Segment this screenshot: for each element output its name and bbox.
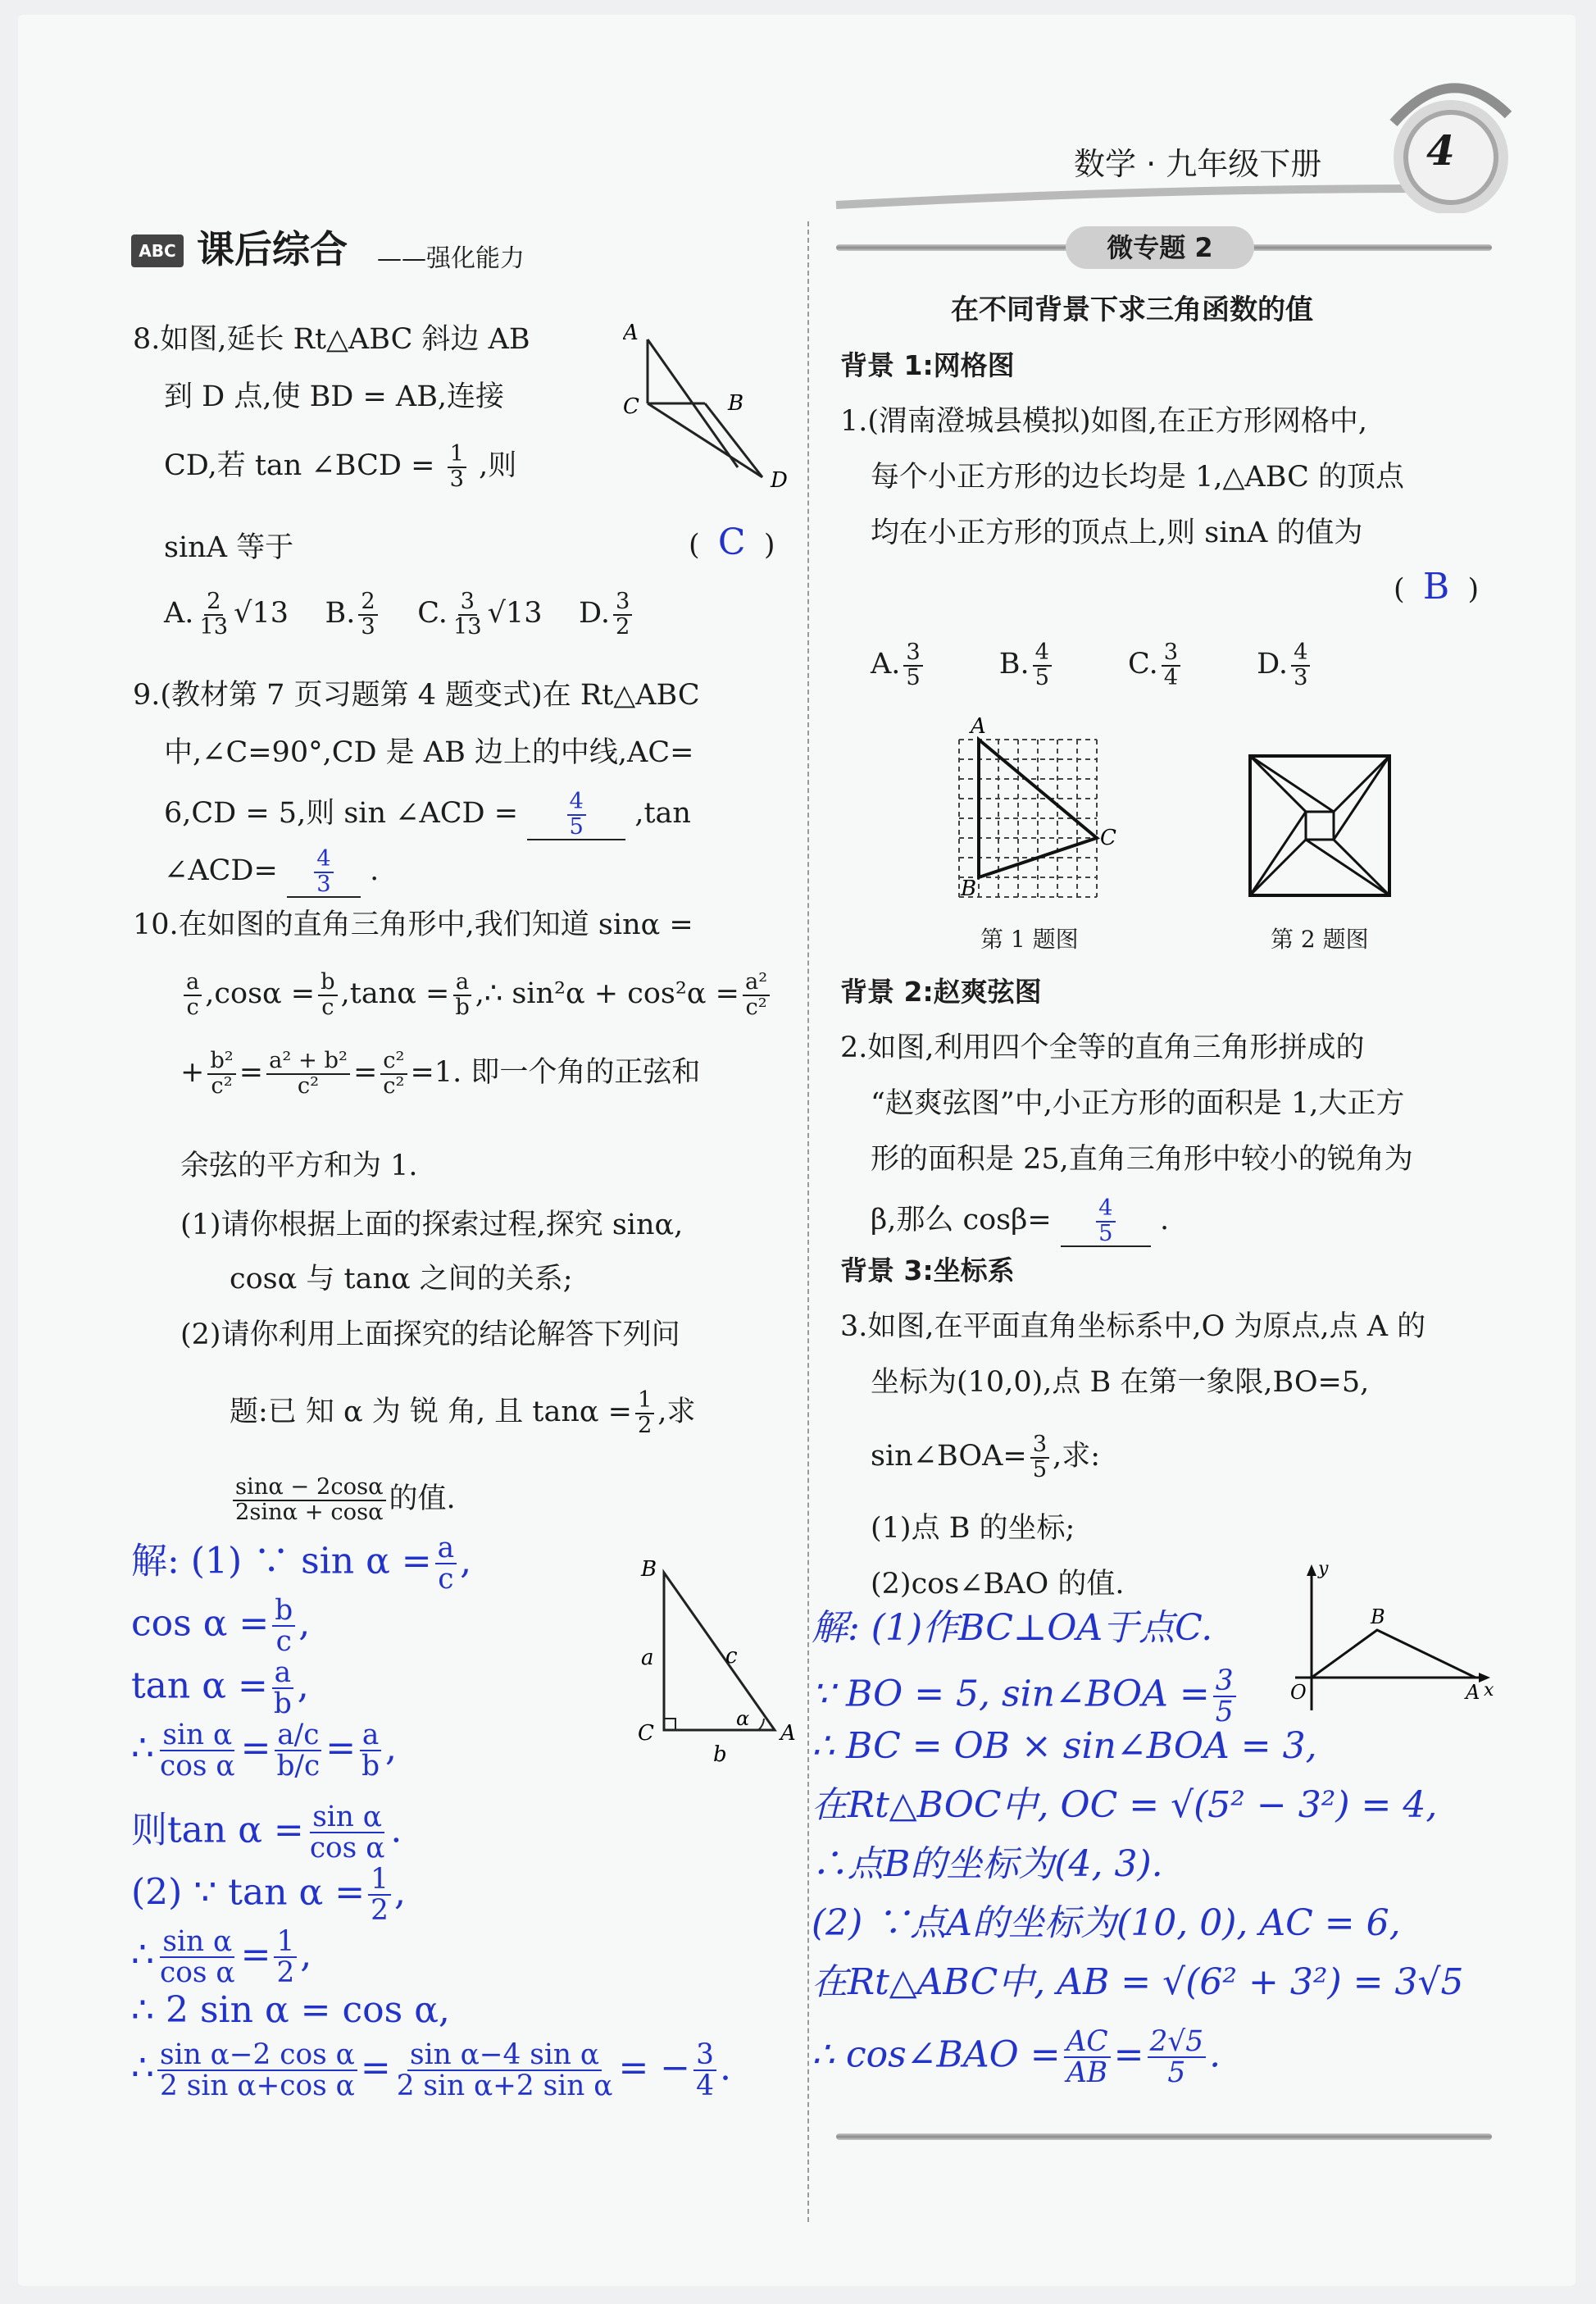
frac-num: sin α	[310, 1802, 384, 1833]
frac-den: cos α	[309, 1832, 385, 1865]
q8-opt-d	[579, 589, 635, 640]
text: .	[390, 1809, 402, 1851]
frac	[318, 971, 337, 1019]
fig-label-c: C	[623, 394, 639, 419]
q9-line2: 中,∠C=90°,CD 是 AB 边上的中线,AC=	[164, 736, 694, 769]
frac-den: 2sinα + cosα	[235, 1499, 384, 1525]
frac-num: 1	[368, 1865, 391, 1896]
q10-line3	[180, 1050, 700, 1098]
opt-label: D.	[1257, 648, 1289, 681]
frac-num: 4	[314, 848, 333, 873]
fig2-caption: 第 2 题图	[1271, 926, 1369, 953]
text: ,	[300, 1933, 312, 1976]
sol-line: ∴ BC = OB × sin∠BOA = 3,	[812, 1725, 1317, 1767]
frac	[635, 1389, 654, 1437]
text: 的值.	[389, 1482, 456, 1516]
right-solution	[812, 1607, 1516, 2092]
frac	[274, 1927, 297, 1988]
frac-den: c	[275, 1625, 292, 1659]
rq3-part2: (2)cos∠BAO 的值.	[871, 1568, 1125, 1601]
frac-num: a	[360, 1720, 381, 1751]
opt-label: A.	[871, 648, 901, 681]
frac-den: 2	[276, 1956, 295, 1990]
text: ∴	[131, 1727, 154, 1769]
text: ,	[297, 1664, 309, 1707]
frac	[272, 1594, 295, 1659]
frac-den: 2	[615, 613, 630, 640]
frac-num: a²	[743, 971, 770, 996]
frac-num: a	[435, 1533, 457, 1564]
text: ,	[298, 1602, 311, 1645]
frac-num: 2	[358, 590, 377, 616]
rq2-line2: “赵爽弦图”中,小正方形的面积是 1,大正方	[871, 1087, 1405, 1120]
frac-den: c²	[211, 1072, 233, 1099]
sol-line	[131, 1927, 803, 1989]
frac-num: a	[184, 971, 202, 996]
frac-den: 4	[696, 2070, 715, 2103]
text: ∴	[131, 2047, 154, 2089]
frac-num: a² + b²	[266, 1050, 350, 1075]
q10-line2	[180, 971, 773, 1019]
sol-line	[812, 1664, 1516, 1729]
text: ,tanα =	[340, 977, 450, 1011]
frac-den: cos α	[160, 1956, 235, 1990]
frac	[1030, 1433, 1049, 1482]
rq2-zhao-shuang-figure	[1242, 748, 1406, 912]
rq2-line4	[871, 1197, 1169, 1247]
q9-line1: 9.(教材第 7 页习题第 4 题变式)在 Rt△ABC	[133, 679, 700, 712]
rq3-line3	[871, 1433, 1100, 1482]
frac-den: c²	[745, 994, 767, 1020]
opt-label: D.	[579, 597, 610, 631]
fig-label-o: O	[1290, 1681, 1307, 1704]
q10-p1-line1: (1)请你根据上面的探索过程,探究 sinα,	[180, 1209, 684, 1241]
frac	[157, 1720, 238, 1781]
frac-num: b	[272, 1596, 295, 1627]
frac-den: c	[438, 1563, 454, 1596]
triangle-2	[1334, 756, 1389, 895]
frac-num: 3	[1162, 641, 1180, 667]
text: sin∠BOA=	[871, 1440, 1027, 1473]
sol-line	[131, 1720, 803, 1802]
triangle-3	[1250, 840, 1389, 895]
fig-label-alpha: α	[736, 1707, 750, 1730]
frac-num: 4	[1033, 641, 1052, 667]
text: ,求	[657, 1396, 696, 1429]
text: .	[1209, 2033, 1221, 2076]
frac	[1148, 2027, 1207, 2088]
text: ∴	[131, 1933, 154, 1976]
frac-num: 3	[693, 2040, 716, 2071]
text: .	[1159, 1204, 1170, 1237]
frac	[380, 1050, 407, 1098]
y-axis-arrow	[1307, 1564, 1316, 1576]
fig-label-y: y	[1318, 1559, 1329, 1579]
rq1-answer-bracket: ( B )	[1394, 566, 1480, 608]
q9-line4	[164, 848, 379, 898]
rq1-answer: B	[1422, 566, 1450, 608]
q10-p2-line1: (2)请你利用上面探究的结论解答下列问	[180, 1318, 680, 1351]
frac-num: 2	[204, 590, 223, 616]
fig-label-c: C	[638, 1721, 654, 1746]
rq1-options	[871, 641, 1313, 690]
topic-title: 在不同背景下求三角函数的值	[951, 294, 1313, 326]
frac-den: 2	[371, 1894, 389, 1928]
opt-label: C.	[1128, 648, 1158, 681]
fig-label-x: x	[1484, 1680, 1494, 1701]
q9-blank-1[interactable]	[527, 790, 625, 840]
frac-num: AC	[1064, 2027, 1111, 2058]
frac-num: 3	[1213, 1666, 1236, 1697]
text: =	[360, 2047, 391, 2089]
text: =	[240, 1727, 271, 1769]
text: =	[239, 1056, 264, 1090]
header	[820, 66, 1557, 213]
text: +	[180, 1056, 205, 1090]
sol-line: ∴点B的坐标为(4, 3).	[812, 1843, 1163, 1885]
frac-num: sin α−4 sin α	[407, 2040, 602, 2071]
frac-den: 2 sin α+2 sin α	[396, 2070, 613, 2103]
opt-frac	[1033, 641, 1052, 690]
opt-frac	[1291, 641, 1310, 690]
q10-p2-line2	[230, 1389, 696, 1437]
sol-line	[131, 1596, 803, 1658]
frac-num: 4	[1291, 641, 1310, 667]
rq1-line2: 每个小正方形的边长均是 1,△ABC 的顶点	[871, 461, 1404, 494]
fig-label-a: A	[1466, 1681, 1480, 1704]
frac-den: 4	[1163, 664, 1179, 690]
q8-opt-c	[417, 589, 543, 640]
rq1-line3: 均在小正方形的顶点上,则 sinA 的值为	[871, 517, 1363, 549]
fig-label-b: B	[961, 877, 977, 901]
frac-num: b²	[207, 1050, 235, 1075]
frac	[233, 1476, 386, 1524]
text: =	[240, 1933, 271, 1976]
frac-den: 5	[1215, 1696, 1234, 1729]
frac	[157, 1927, 238, 1988]
q10-line4: 余弦的平方和为 1.	[180, 1150, 418, 1182]
rq3-part1: (1)点 B 的坐标;	[871, 1512, 1075, 1545]
fig-line-cd	[648, 403, 762, 477]
text: ,	[385, 1727, 398, 1769]
section-header	[131, 221, 623, 287]
fig-label-a: A	[780, 1721, 796, 1746]
text: 则tan α =	[131, 1809, 304, 1851]
sol-line	[812, 2027, 1516, 2092]
frac-num: sin α	[160, 1720, 234, 1751]
frac	[435, 1533, 457, 1594]
q8-line2: 到 D 点,使 BD = AB,连接	[164, 380, 505, 413]
opt-radical: √13	[234, 597, 289, 631]
frac-den: AB	[1066, 2056, 1108, 2090]
fig-label-a: A	[971, 715, 986, 739]
q9-line3-post: ,tan	[634, 797, 691, 831]
text: ,	[460, 1540, 472, 1582]
q8-line4: sinA 等于	[164, 531, 294, 564]
frac-den: 3	[449, 466, 464, 492]
frac	[266, 1050, 350, 1098]
frac	[359, 1720, 382, 1781]
sol-line	[131, 1658, 803, 1720]
q10-p2-line3	[230, 1476, 456, 1524]
q8-answer-bracket: ( C )	[689, 521, 775, 563]
frac-den: c²	[297, 1072, 320, 1099]
text: ,求:	[1053, 1440, 1100, 1473]
page-number: 4	[1426, 126, 1455, 175]
fig-label-c-side: c	[725, 1644, 738, 1669]
frac-num: sinα − 2cosα	[233, 1476, 386, 1501]
q8-figure	[623, 321, 803, 502]
q9-blank-2[interactable]	[287, 848, 361, 898]
text: =1. 即一个角的正弦和	[410, 1056, 701, 1090]
frac-den: b	[361, 1750, 380, 1783]
frac	[452, 971, 471, 1019]
text: cos α =	[131, 1602, 270, 1645]
frac-num: c²	[380, 1050, 407, 1075]
frac-num: a/c	[275, 1720, 321, 1751]
fig-label-a-side: a	[641, 1646, 654, 1670]
text: ,	[393, 1871, 406, 1914]
q8-line3	[164, 443, 516, 491]
rq1-opt-c	[1128, 640, 1184, 690]
fig-label-c: C	[1100, 826, 1116, 850]
text: β,那么 cosβ=	[871, 1204, 1052, 1237]
frac-den: 13	[452, 613, 482, 640]
q8-line3-pre: CD,若 tan ∠BCD =	[164, 449, 435, 483]
q10-p1-line2: cosα 与 tanα 之间的关系;	[230, 1263, 573, 1295]
frac-den: 2	[638, 1412, 652, 1438]
frac-num: 3	[458, 590, 477, 616]
sol-line	[131, 2040, 803, 2106]
opt-frac	[1162, 641, 1180, 690]
text: =	[1113, 2033, 1144, 2076]
frac-num: 4	[567, 790, 586, 816]
rq1-line1: 1.(渭南澄城县模拟)如图,在正方形网格中,	[840, 405, 1367, 438]
text: =	[352, 1056, 378, 1090]
q8-line1: 8.如图,延长 Rt△ABC 斜边 AB	[133, 323, 530, 356]
frac	[271, 1658, 294, 1719]
text: ∴ cos∠BAO =	[812, 2033, 1061, 2076]
frac-den: c	[321, 994, 334, 1020]
q9-line4-post: .	[370, 854, 380, 888]
text: 解: (1) ∵ sin α =	[131, 1540, 432, 1582]
rq1-grid-figure	[934, 715, 1123, 904]
frac-den: 5	[1032, 1456, 1048, 1482]
fig-label-d: D	[771, 468, 788, 493]
rq1-opt-b	[998, 640, 1055, 690]
frac-num: 3	[613, 590, 632, 616]
fig-label-a: A	[623, 321, 639, 345]
section-title: 课后综合	[197, 227, 348, 271]
q8-opt-b	[325, 589, 381, 640]
q9-line3	[164, 790, 691, 840]
rq2-line1: 2.如图,利用四个全等的直角三角形拼成的	[840, 1031, 1365, 1064]
q8-answer: C	[717, 521, 746, 563]
text: ∵ BO = 5, sin∠BOA =	[812, 1673, 1210, 1715]
text: ,∴ sin²α + cos²α =	[475, 977, 740, 1011]
sol-line: (2) ∵点A的坐标为(10, 0), AC = 6,	[812, 1902, 1401, 1944]
opt-label: B.	[998, 648, 1030, 681]
frac-num: 2√5	[1148, 2027, 1207, 2058]
frac-num: 1	[274, 1927, 297, 1958]
fig-label-b-side: b	[713, 1742, 727, 1767]
section-subtitle: ——强化能力	[377, 244, 525, 273]
frac-num: b	[318, 971, 337, 996]
frac-den: 5	[906, 664, 921, 690]
frac-den: 3	[361, 613, 375, 640]
q8-options	[164, 590, 635, 639]
opt-frac	[613, 590, 632, 639]
opt-label: A.	[164, 597, 194, 631]
frac	[368, 1863, 391, 1928]
frac-den: 3	[316, 871, 331, 897]
opt-frac	[451, 590, 484, 639]
opt-radical: √13	[487, 597, 543, 631]
frac-num: 3	[903, 641, 922, 667]
q8-line3-post: ,则	[479, 449, 517, 483]
frac-num: 4	[1096, 1197, 1115, 1223]
frac-num: sin α	[160, 1927, 234, 1958]
frac	[1064, 2027, 1111, 2088]
rq3-line2: 坐标为(10,0),点 B 在第一象限,BO=5,	[871, 1366, 1370, 1399]
frac-den: 5	[1034, 664, 1050, 690]
frac-den: 2 sin α+cos α	[160, 2070, 355, 2103]
opt-frac	[197, 590, 230, 639]
text: .	[720, 2047, 732, 2089]
column-divider	[807, 221, 809, 2222]
rq2-answer	[1096, 1197, 1115, 1245]
frac	[307, 1802, 388, 1863]
q8-opt-a	[164, 589, 289, 640]
text: = −	[618, 2047, 691, 2089]
frac	[207, 1050, 235, 1098]
frac-num: 3	[1030, 1433, 1049, 1459]
abc-logo-icon: ABC	[131, 234, 184, 267]
q9-answer-1	[567, 790, 586, 839]
q9-line3-pre: 6,CD = 5,则 sin ∠ACD =	[164, 797, 519, 831]
frac-den: 5	[569, 813, 584, 840]
fig-label-b: B	[1371, 1605, 1385, 1628]
frac-den: 13	[199, 613, 229, 640]
right-bottom-rule	[836, 2133, 1492, 2140]
frac-den: 5	[1098, 1220, 1113, 1246]
frac-den: b	[455, 994, 470, 1020]
rq3-line1: 3.如图,在平面直角坐标系中,O 为原点,点 A 的	[840, 1310, 1426, 1343]
fig-label-b: B	[728, 391, 744, 416]
sol-line	[131, 1865, 803, 1927]
sol-line: 在Rt△ABC中, AB = √(6² + 3²) = 3√5	[812, 1961, 1464, 2003]
frac-num: 1	[448, 443, 466, 468]
q9-answer-2	[314, 848, 333, 896]
background-2-heading: 背景 2:赵爽弦图	[840, 976, 1042, 1008]
sol-line: 在Rt△BOC中, OC = √(5² − 3²) = 4,	[812, 1784, 1438, 1826]
frac	[1213, 1666, 1236, 1727]
frac-num: sin α−2 cos α	[157, 2040, 357, 2071]
text: (2) ∵ tan α =	[131, 1871, 366, 1914]
opt-frac	[358, 590, 377, 639]
left-solution	[131, 1533, 803, 2106]
frac	[274, 1720, 322, 1781]
rq1-opt-a	[871, 640, 926, 690]
frac	[394, 2040, 616, 2101]
rq2-line3: 形的面积是 25,直角三角形中较小的锐角为	[871, 1143, 1413, 1176]
text: 题:已 知 α 为 锐 角, 且 tanα =	[230, 1396, 632, 1429]
triangle-1	[1250, 756, 1389, 812]
text: =	[325, 1727, 357, 1769]
background-1-heading: 背景 1:网格图	[840, 349, 1015, 381]
opt-label: B.	[325, 597, 356, 631]
sol-line: 解: (1)作BC⊥OA于点C.	[812, 1607, 1213, 1649]
frac	[693, 2040, 716, 2101]
opt-frac	[903, 641, 922, 690]
opt-label: C.	[417, 597, 448, 631]
frac-den: b	[273, 1687, 292, 1721]
background-3-heading: 背景 3:坐标系	[840, 1254, 1015, 1286]
sol-line	[131, 1802, 803, 1865]
triangle-4	[1250, 756, 1306, 895]
frac-num: 1	[635, 1389, 654, 1414]
frac	[743, 971, 770, 1019]
sol-line	[131, 1533, 803, 1596]
rq1-opt-d	[1257, 640, 1313, 690]
rq2-blank[interactable]	[1061, 1197, 1151, 1247]
frac-den: 5	[1167, 2056, 1186, 2090]
frac-den: 3	[1294, 664, 1308, 690]
q10-line1: 10.在如图的直角三角形中,我们知道 sinα =	[133, 908, 693, 941]
frac-den: b/c	[276, 1750, 321, 1783]
frac	[157, 2040, 357, 2101]
frac-den: c	[186, 994, 199, 1020]
frac-den: c²	[383, 1072, 405, 1099]
sol-line: ∴ 2 sin α = cos α,	[131, 1989, 450, 2031]
fig1-caption: 第 1 题图	[980, 926, 1079, 953]
frac-den: cos α	[160, 1750, 235, 1783]
frac-num: a	[453, 971, 471, 996]
q9-line4-pre: ∠ACD=	[164, 854, 278, 888]
text: ,cosα =	[205, 977, 316, 1011]
inner-square	[1306, 812, 1334, 840]
frac	[184, 971, 202, 1019]
text: tan α =	[131, 1664, 268, 1707]
frac-num: a	[272, 1658, 293, 1689]
header-subject: 数学 · 九年级下册	[1074, 146, 1322, 182]
topic-badge: 微专题 2	[1066, 226, 1254, 269]
q8-tan-fraction	[448, 443, 466, 491]
fig-label-b: B	[641, 1558, 657, 1582]
